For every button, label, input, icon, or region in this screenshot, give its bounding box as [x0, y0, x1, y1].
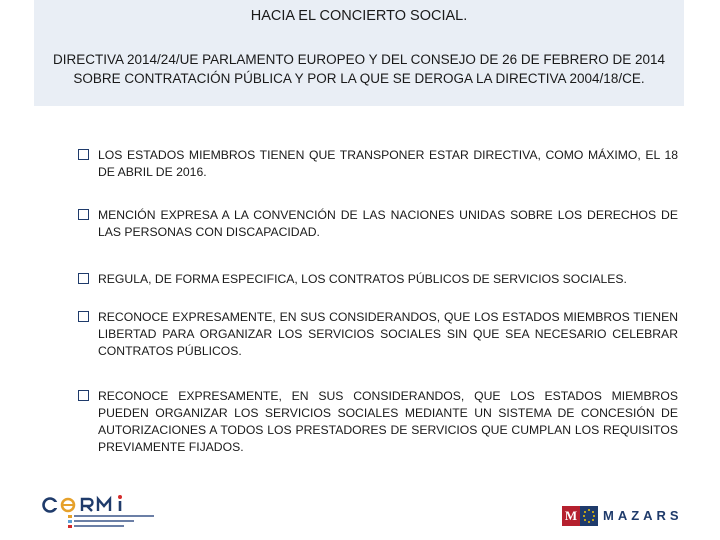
list-item [78, 147, 678, 181]
list-item-text: RECONOCE EXPRESAMENTE, EN SUS CONSIDERANDOS, QUE LOS ESTADOS MIEMBROS TIENEN LIBERTAD PARA ORGANIZAR LOS SERVICIOS SOCIALES SIN QUE SEA NECESARIO CELEBRAR CONTRATOS PÚBLICOS. [98, 310, 678, 358]
checkbox-bullet-icon [78, 149, 89, 160]
list-item [78, 388, 678, 456]
list-item [78, 271, 678, 288]
page-title: HACIA EL CONCIERTO SOCIAL. [250, 8, 468, 24]
eu-stars-icon [580, 506, 598, 526]
list-item-text: REGULA, DE FORMA ESPECIFICA, LOS CONTRATOS PÚBLICOS DE SERVICIOS SOCIALES. [98, 272, 627, 286]
list-item [78, 309, 678, 360]
list-item-text: LOS ESTADOS MIEMBROS TIENEN QUE TRANSPONER ESTAR DIRECTIVA, COMO MÁXIMO, EL 18 DE ABRIL DE 2016. [98, 148, 678, 179]
checkbox-bullet-icon [78, 390, 89, 401]
list-item [78, 207, 678, 241]
cermi-logo [40, 494, 165, 528]
mazars-wordmark: MAZARS [603, 508, 683, 523]
list-item-text: MENCIÓN EXPRESA A LA CONVENCIÓN DE LAS NACIONES UNIDAS SOBRE LOS DERECHOS DE LAS PERSONAS CON DISCAPACIDAD. [98, 208, 678, 239]
mazars-mark: M [564, 508, 578, 523]
page-subtitle: DIRECTIVA 2014/24/UE PARLAMENTO EUROPEO Y DEL CONSEJO DE 26 DE FEBRERO DE 2014 SOBRE CONTRATACIÓN PÚBLICA Y POR LA QUE SE DEROGA LA DIRECTIVA 2004/18/CE. [53, 52, 665, 86]
mazars-logo [562, 506, 683, 526]
list-item-text: RECONOCE EXPRESAMENTE, EN SUS CONSIDERANDOS, QUE LOS ESTADOS MIEMBROS PUEDEN ORGANIZAR LOS SERVICIOS SOCIALES MEDIANTE UN SISTEMA DE CONCESIÓN DE AUTORIZACIONES A TODOS LOS PRESTADORES DE SERVICIOS QUE CUMPLAN LOS REQUISITOS PREVIAMENTE FIJADOS. [98, 389, 678, 454]
checkbox-bullet-icon [78, 311, 89, 322]
checkbox-bullet-icon [78, 273, 89, 284]
bullet-list [78, 147, 678, 456]
checkbox-bullet-icon [78, 209, 89, 220]
